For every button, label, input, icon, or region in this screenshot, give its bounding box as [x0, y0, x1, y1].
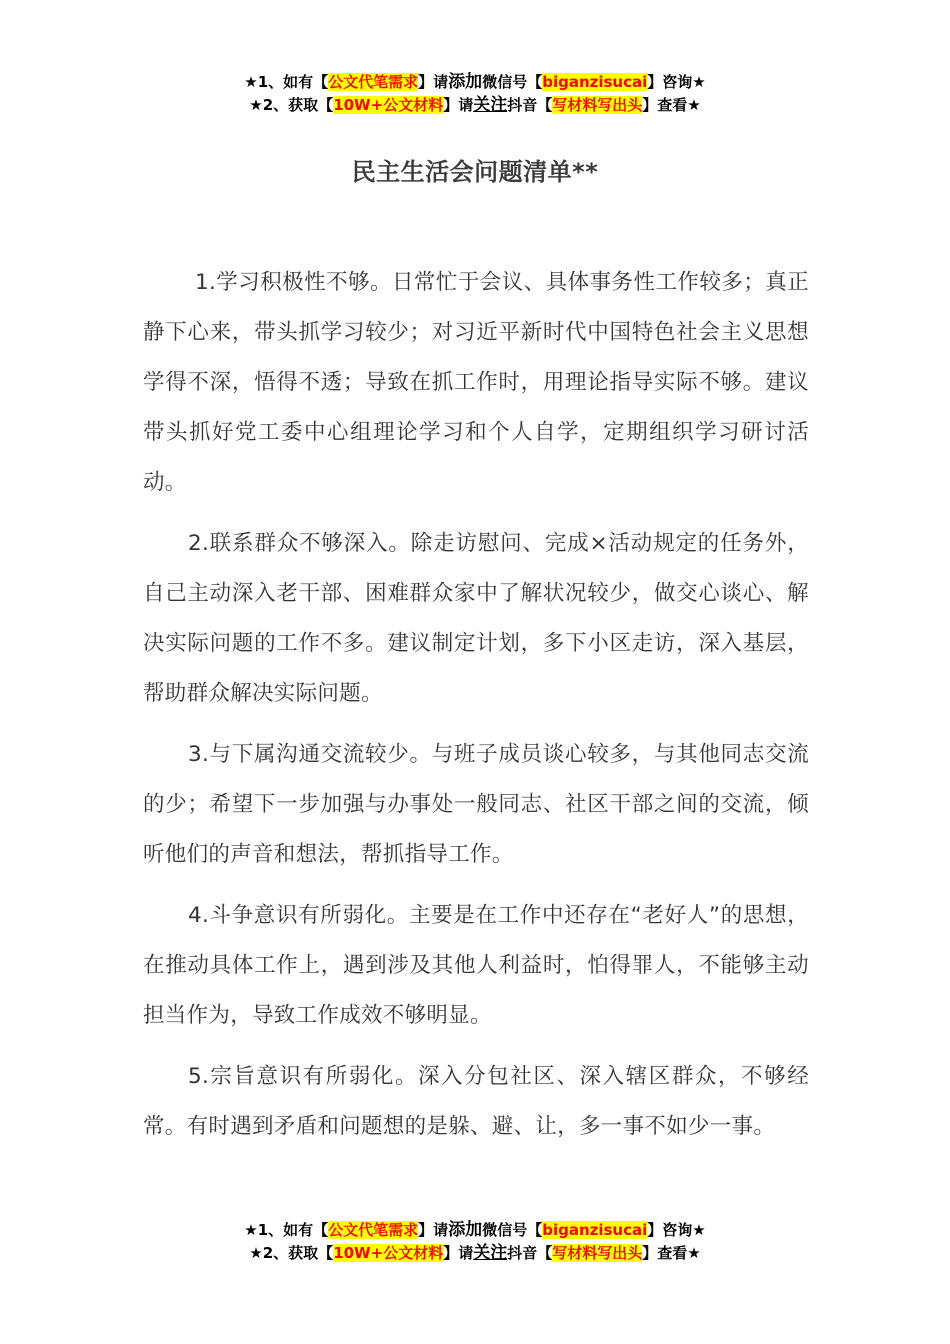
promo-text: ★2、获取【 [249, 96, 334, 114]
paragraph: 1.学习积极性不够。日常忙于会议、具体事务性工作较多；真正静下心来，带头抓学习较少；对习近平新时代中国特色社会主义思想学得不深，悟得不透；导致在抓工作时，用理论指导实际不够。建议带头抓好党工委中心组理论学习和个人自学，定期组织学习研讨活动。 [143, 270, 809, 495]
promo-text: 】请 [418, 73, 449, 91]
promo-highlight: 写材料写出头 [552, 96, 643, 114]
promo-text: 抖音【 [507, 1244, 553, 1262]
promo-emphasis: 添加 [448, 1220, 483, 1240]
promo-highlight: 公文代笔需求 [328, 73, 419, 91]
promo-emphasis: 添加 [448, 72, 483, 92]
promo-highlight: 公文代笔需求 [328, 1221, 419, 1239]
promo-emphasis: 关注 [473, 95, 508, 115]
promo-text: 】请 [443, 96, 474, 114]
paragraph: 2.联系群众不够深入。除走访慰问、完成×活动规定的任务外，自己主动深入老干部、困难群众家中了解状况较少，做交心谈心、解决实际问题的工作不多。建议制定计划，多下小区走访，深入基层，帮助群众解决实际问题。 [143, 531, 809, 706]
paragraph: 4.斗争意识有所弱化。主要是在工作中还存在“老好人”的思想，在推动具体工作上，遇到涉及其他人利益时，怕得罪人，不能够主动担当作为，导致工作成效不够明显。 [143, 903, 809, 1028]
promo-banner-bottom [0, 1219, 950, 1265]
document-body [143, 258, 809, 1163]
promo-highlight: 10W+公文材料 [333, 96, 444, 114]
promo-highlight: biganzisucai [542, 73, 648, 91]
promo-line-1 [0, 1219, 950, 1242]
promo-text: 微信号【 [482, 1221, 543, 1239]
promo-text: 】请 [418, 1221, 449, 1239]
promo-text: 】请 [443, 1244, 474, 1262]
promo-banner-top [0, 71, 950, 117]
document-title: 民主生活会问题清单** [351, 158, 599, 186]
paragraph: 3.与下属沟通交流较少。与班子成员谈心较多，与其他同志交流的少；希望下一步加强与办事处一般同志、社区干部之间的交流，倾听他们的声音和想法，帮抓指导工作。 [143, 742, 809, 867]
promo-text: 】查看★ [642, 1244, 701, 1262]
promo-text: 】查看★ [642, 96, 701, 114]
promo-text: 】咨询★ [647, 1221, 706, 1239]
promo-text: 抖音【 [507, 96, 553, 114]
promo-line-2 [0, 94, 950, 117]
promo-text: ★1、如有【 [244, 1221, 329, 1239]
promo-text: ★2、获取【 [249, 1244, 334, 1262]
promo-highlight: biganzisucai [542, 1221, 648, 1239]
promo-line-1 [0, 71, 950, 94]
promo-text: 微信号【 [482, 73, 543, 91]
paragraph: 5.宗旨意识有所弱化。深入分包社区、深入辖区群众，不够经常。有时遇到矛盾和问题想的是躲、避、让，多一事不如少一事。 [143, 1064, 809, 1139]
promo-emphasis: 关注 [473, 1243, 508, 1263]
promo-highlight: 写材料写出头 [552, 1244, 643, 1262]
promo-text: 】咨询★ [647, 73, 706, 91]
promo-highlight: 10W+公文材料 [333, 1244, 444, 1262]
promo-line-2 [0, 1242, 950, 1265]
promo-text: ★1、如有【 [244, 73, 329, 91]
